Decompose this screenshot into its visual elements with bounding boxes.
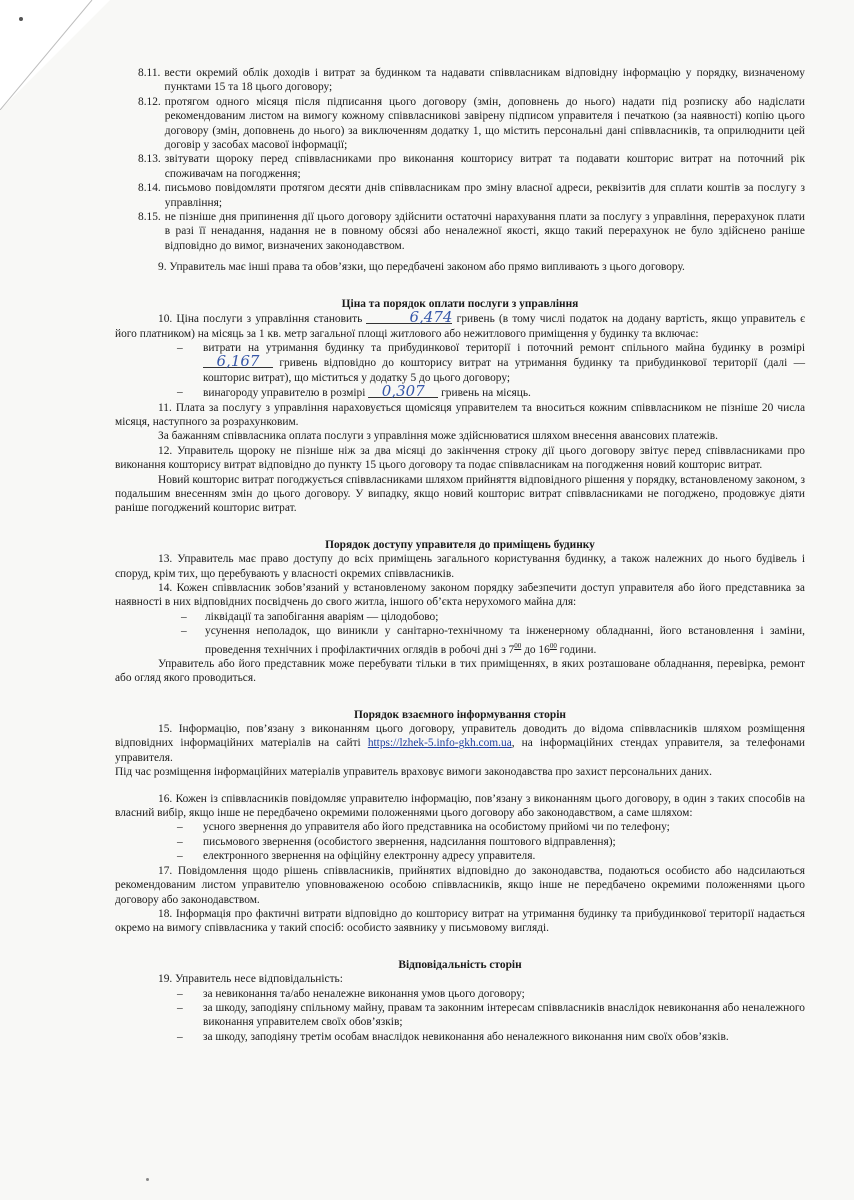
liability-item-nonperformance <box>115 987 805 1001</box>
dash-bullet: – <box>177 341 183 354</box>
clause-8-12 <box>115 95 805 153</box>
clause-14: 14. Кожен співвласник зобов’язаний у встановленому законом порядку забезпечити доступ управителя або його представника за наявності в них відповідних посвідчень до свого житла, іншого об’єкта нерухомого майна для: <box>115 582 805 609</box>
clause-text: письмово повідомляти протягом десяти днів співвласникам про зміну власної адреси, реквізитів для сплати коштів за послугу з управління; <box>164 182 805 209</box>
liability-text: за невиконання та/або неналежне виконання умов цього договору; <box>203 987 525 1000</box>
handwritten-price: 6,474 <box>366 311 452 324</box>
section-heading-price: Ціна та порядок оплати послуги з управління <box>341 297 579 310</box>
liability-item-third-parties <box>115 1030 805 1044</box>
clause-text: протягом одного місяця після підписання цього договору (змін, доповнень до нього) надати під розписку або надіслати рекомендованим листом на вимогу кожному співвласникові завірену підписом управителя і печаткою (за наявності) копію цього договору (змін, доповнень до нього) за виключенням додатку 1, що містить персональні дані співвласників, та оприлюднити цей договір у засобах масової інформації; <box>164 95 805 152</box>
clause-14-presence: Управитель або його представник може перебувати тільки в тих приміщеннях, в яких розташоване обладнання, перевірка, ремонт або огляд якого проводиться. <box>115 657 805 685</box>
access-purpose-text: ліквідації та запобігання аваріям — цілодобово; <box>205 610 439 623</box>
liability-item-common-property <box>115 1001 805 1030</box>
handwritten-maintenance-cost: 6,167 <box>203 355 273 368</box>
dash-bullet: – <box>177 850 183 863</box>
component-text-end: гривень на місяць. <box>441 387 531 400</box>
component-text-start: винагороду управителю в розмірі <box>203 387 366 400</box>
price-component-maintenance <box>115 341 805 385</box>
clause-15-privacy: Під час розміщення інформаційних матеріалів управитель враховує вимоги законодавства про захист персональних даних. <box>115 766 712 779</box>
clause-15-text-end: , на інформаційних стендах управителя, за телефонами управителя. <box>115 737 805 764</box>
clause-11: 11. Плата за послугу з управління нараховується щомісяця управителем та вноситься кожним співвласником не пізніше 20 числа місяця, наступного за розрахунковим. <box>115 401 805 428</box>
clause-9: 9. Управитель має інші права та обов’язки, що передбачені законом або прямо випливають з цього договору. <box>158 261 685 274</box>
dash-bullet: – <box>177 1030 183 1043</box>
clause-11-advance: За бажанням співвласника оплата послуги з управління може здійснюватися шляхом внесення авансових платежів. <box>158 430 719 443</box>
notice-method-text: усного звернення до управителя або його представника на особистому прийомі чи по телефону; <box>203 821 670 834</box>
clause-8-14 <box>115 181 805 210</box>
clause-12: 12. Управитель щороку не пізніше ніж за два місяці до закінчення строку дії цього договору звітує перед співвласниками про виконання кошторису витрат відповідно до пункту 15 цього договору та подає співвласникам на погодження новий кошторис витрат. <box>115 444 805 472</box>
clause-12-new-estimate: Новий кошторис витрат погоджується співвласниками шляхом прийняття відповідного рішення у порядку, встановленому законом, з подальшим внесенням змін до цього договору. У випадку, якщо новий кошторис витрат співвласниками не погоджено, продовжує діяти раніше погоджений кошторис витрат. <box>115 473 805 515</box>
liability-text: за шкоду, заподіяну спільному майну, правам та законним інтересам співвласників внаслідок невиконання або неналежного виконання управителем своїх обов’язків; <box>203 1001 805 1029</box>
access-text-middle: до 16 <box>521 643 550 656</box>
folded-corner <box>0 0 110 110</box>
clause-8-13 <box>115 152 805 181</box>
clause-8-15 <box>115 210 805 253</box>
clause-text: звітувати щороку перед співвласниками про виконання кошторису витрат та подавати кошторис витрат на поточний рік споживачам на погодження; <box>164 153 805 180</box>
component-text-start: витрати на утримання будинку та прибудинкової території і поточний ремонт спільного майна будинку в розмірі <box>203 341 805 354</box>
clause-15-text-start: 15. Інформацію, пов’язану з виконанням цього договору, управитель доводить до відома співвласників шляхом розміщення відповідних інформаційних матеріалів на сайті <box>115 723 805 750</box>
time-superscript: 00 <box>514 641 522 650</box>
clause-text: не пізніше дня припинення дії цього договору здійснити остаточні нарахування плати за послугу з управління, перерахунок плати в разі її ненадання, надання не в повному обсязі або неналежної якості, якщо такий перерахунок не було здійснено раніше відповідно до вимог, визначених законодавством. <box>164 211 805 252</box>
section-heading-information: Порядок взаємного інформування сторін <box>354 708 566 721</box>
clause-10 <box>115 308 805 341</box>
clause-15 <box>115 722 805 765</box>
section-heading-access: Порядок доступу управителя до приміщень будинку <box>325 538 595 551</box>
dash-bullet: – <box>177 821 183 834</box>
notice-method-text: письмового звернення (особистого звернення, надсилання поштового відправлення); <box>203 835 616 848</box>
price-component-text <box>203 341 805 385</box>
clause-17: 17. Повідомлення щодо рішень співвласників, прийнятих відповідно до законодавства, подаються особисто або надсилаються рекомендованим листом управителю уповноваженою особою співвласників, якщо інше не передбачено окремими положеннями цього договору або законодавством. <box>115 864 805 906</box>
document-body <box>115 66 805 1044</box>
clause-19: 19. Управитель несе відповідальність: <box>158 973 343 986</box>
notice-method-written <box>115 835 805 849</box>
clause-10-text-start: 10. Ціна послуги з управління становить <box>158 313 363 326</box>
clause-number: 8.14. <box>138 182 161 195</box>
price-component-fee <box>115 382 805 401</box>
access-text-start: усунення неполадок, що виникли у санітарно-технічному та інженерному обладнанні, його встановлення і заміни, проведення технічних і профілактичних оглядів в робочі дні з 7 <box>205 625 805 656</box>
access-purpose-repair <box>115 624 805 657</box>
clause-text: вести окремий облік доходів і витрат за будинком та надавати співвласникам відповідну інформацію у порядку, визначеному пунктами 15 та 18 цього договору; <box>164 67 805 94</box>
notice-method-text: електронного звернення на офіційну електронну адресу управителя. <box>203 850 536 863</box>
access-purpose-text <box>205 624 805 657</box>
notice-method-electronic <box>115 849 805 863</box>
access-purpose-emergency <box>115 610 805 624</box>
dash-bullet: – <box>177 987 183 1000</box>
dash-bullet: – <box>181 625 187 638</box>
access-text-end: години. <box>556 643 597 656</box>
website-link[interactable]: https://lzhek-5.info-gkh.com.ua <box>367 737 512 750</box>
clause-number: 8.12. <box>138 95 161 108</box>
price-component-text <box>203 382 805 401</box>
notice-method-oral <box>115 820 805 834</box>
clause-8-11 <box>115 66 805 95</box>
dash-bullet: – <box>177 835 183 848</box>
clause-10-text-end: гривень (в тому числі податок на додану вартість, якщо управитель є його платником) на місяць за 1 кв. метр загальної площі житлового або нежитлового приміщення у будинку та включає: <box>115 313 805 340</box>
liability-text: за шкоду, заподіяну третім особам внаслідок невиконання або неналежного виконання ним своїх обов’язків. <box>203 1030 729 1043</box>
clause-number: 8.11. <box>138 67 161 79</box>
clause-16: 16. Кожен із співвласників повідомляє управителю інформацію, пов’язану з виконанням цього договору, в один з таких способів на власний вибір, якщо інше не передбачено окремими положеннями цього договору або законодавством, а саме шляхом: <box>115 792 805 820</box>
section-heading-liability: Відповідальність сторін <box>398 958 522 971</box>
clause-18: 18. Інформація про фактичні витрати відповідно до кошторису витрат на утримання будинку та прибудинкової території надається окремо на вимогу співвласника у такий спосіб: особисто заявнику у письмовому вигляді. <box>115 907 805 935</box>
component-text-end: гривень відповідно до кошторису витрат на утримання будинку та прибудинкової території (далі — кошторис витрат), що міститься у додатку 5 до цього договору; <box>203 357 805 384</box>
clause-13: 13. Управитель має право доступу до всіх приміщень загального користування будинку, а також належних до нього будівель і споруд, крім тих, що перебувають у власності окремих співвласників. <box>115 553 805 580</box>
time-superscript: 00 <box>549 641 557 650</box>
dash-bullet: – <box>177 1001 183 1014</box>
clause-number: 8.13. <box>138 153 161 166</box>
clause-number: 8.15. <box>138 211 161 224</box>
dash-bullet: – <box>177 386 183 399</box>
dash-bullet: – <box>181 610 187 623</box>
handwritten-manager-fee: 0,307 <box>368 385 438 398</box>
